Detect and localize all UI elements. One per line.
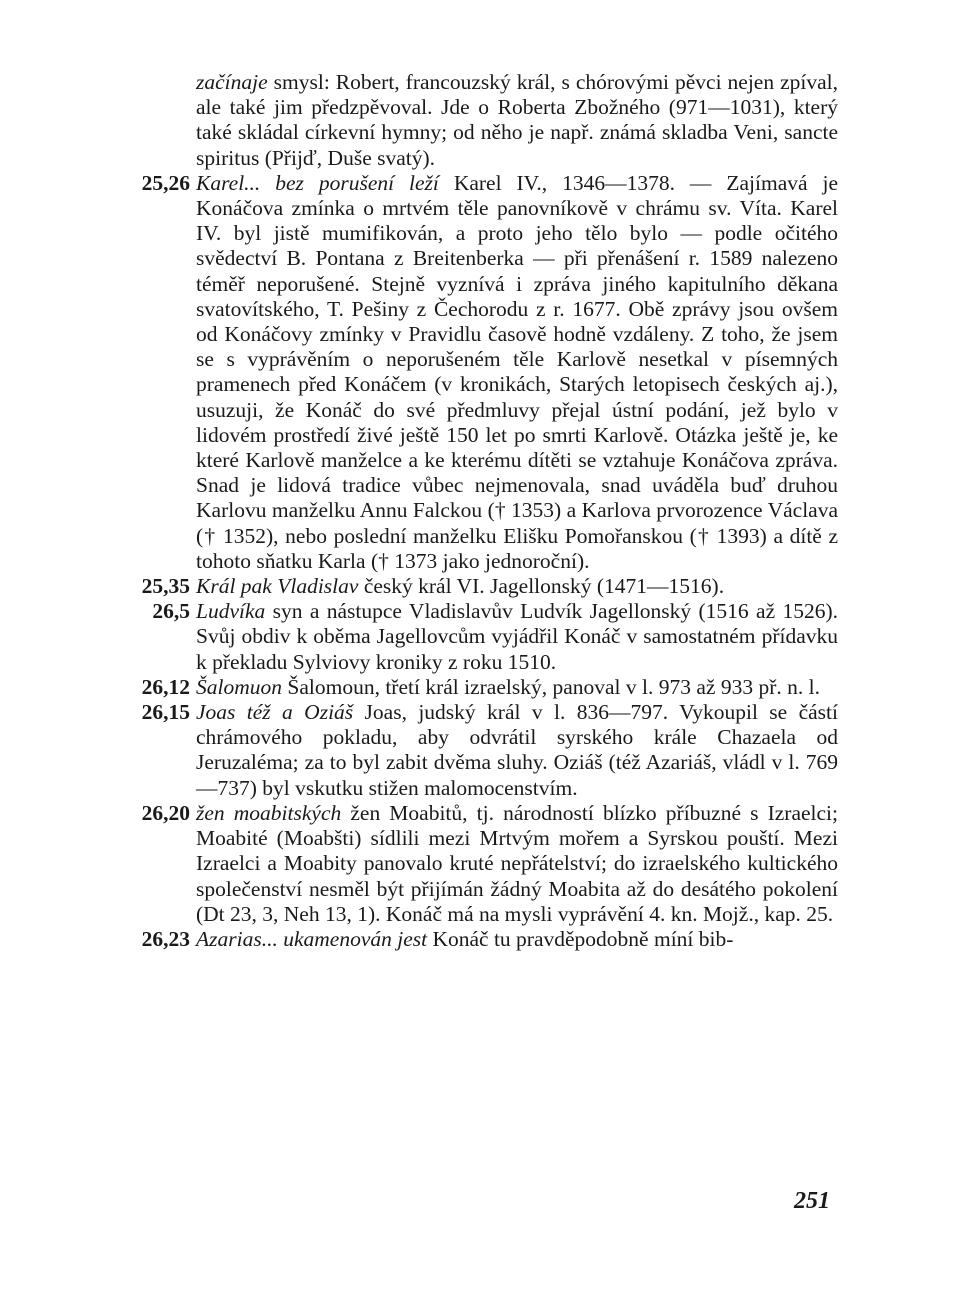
line-reference: 26,20 bbox=[141, 800, 190, 825]
entry-body bbox=[196, 599, 838, 675]
lemma: Ludvíka bbox=[196, 599, 266, 624]
page-number: 251 bbox=[794, 1188, 830, 1214]
entry-text: Konáč tu pravděpodobně míní bib- bbox=[427, 926, 734, 951]
entry-text: žen Moabitů, tj. národností blízko příbuzné s Izraelci; Moabité (Moabšti) sídlili mezi Mrtvým mořem a Syrskou pouští. Mezi Izraelci a Moabity panovalo kruté nepřátelství; do izraelského kultického společenství nesměl být přijímán žádný Moabita až do desátého pokolení (Dt 23, 3, Neh 13, 1). Konáč má na mysli vyprávění 4. kn. Mojž., kap. 25. bbox=[196, 800, 839, 926]
line-reference: 26,5 bbox=[152, 599, 190, 624]
lemma: Joas též a Oziáš bbox=[196, 700, 354, 725]
commentary-entry bbox=[128, 171, 838, 574]
commentary-text bbox=[128, 70, 838, 952]
entry-text: Joas, judský král v l. 836—797. Vykoupil se částí chrámového pokladu, aby odvrátil syrského krále Chazaela od Jeruzaléma; za to byl zabit dvěma sluhy. Oziáš (též Azariáš, vládl v l. 769—737) byl vskutku stižen malomocenstvím. bbox=[196, 700, 838, 800]
entry-body bbox=[196, 801, 838, 927]
lemma: Král pak Vladislav bbox=[196, 574, 359, 599]
lemma: Azarias... ukamenován jest bbox=[196, 926, 428, 951]
entry-body bbox=[196, 700, 838, 801]
entry-text: Šalomoun, třetí král izraelský, panoval v l. 973 až 933 př. n. l. bbox=[282, 674, 820, 699]
commentary-entry bbox=[128, 801, 838, 927]
entry-text: Karel IV., 1346—1378. — Zajímavá je Konáčova zmínka o mrtvém těle panovníkově v chrámu sv. Víta. Karel IV. byl jistě mumifikován, a proto jeho tělo bylo — podle očitého svědectví B. Pontana z Breitenberka — při přenášení r. 1589 nalezeno téměř neporušené. Stejně vyznívá i zpráva jiného kapitulního děkana svatovítského, T. Pešiny z Čechorodu z r. 1677. Obě zprávy jsou ovšem od Konáčovy zmínky v Pravidlu časově hodně vzdáleny. Z toho, že jsem se s vyprávěním o neporušeném těle Karlově nesetkal v písemných pramenech před Konáčem (v kronikách, Starých letopisech českých aj.), usuzuji, že Konáč do své předmluvy přejal ústní podání, jež bylo v lidovém prostředí živé ještě 150 let po smrti Karlově. Otázka ještě je, ke které Karlově manželce a ke kterému dítěti se vztahuje Konáčova zpráva. Snad je lidová tradice vůbec nejmenovala, snad uváděla buď druhou Karlovu manželku Annu Falckou († 1353) a Karlova prvorozence Václava († 1352), nebo poslední manželku Elišku Pomořanskou († 1393) a dítě z tohoto sňatku Karla († 1373 jako jednoroční). bbox=[196, 170, 838, 573]
entry-body bbox=[196, 171, 838, 574]
line-reference: 26,15 bbox=[141, 700, 190, 725]
commentary-entry bbox=[128, 70, 838, 171]
commentary-entry bbox=[128, 574, 838, 599]
lemma: Šalomuon bbox=[196, 674, 282, 699]
lemma: začínaje bbox=[196, 70, 268, 94]
commentary-entry bbox=[128, 927, 838, 952]
commentary-entry bbox=[128, 599, 838, 675]
entry-body bbox=[196, 70, 838, 171]
entry-text: syn a nástupce Vladislavův Ludvík Jagellonský (1516 až 1526). Svůj obdiv k oběma Jagellovcům vyjádřil Konáč v samostatném přídavku k překladu Sylviovy kroniky z roku 1510. bbox=[196, 599, 838, 674]
entry-body bbox=[196, 574, 838, 599]
commentary-entry bbox=[128, 675, 838, 700]
entry-text: český král VI. Jagellonský (1471—1516). bbox=[358, 574, 725, 599]
line-reference: 26,23 bbox=[141, 926, 190, 951]
entry-body bbox=[196, 675, 838, 700]
entry-text: smysl: Robert, francouzský král, s chórovými pěvci nejen zpíval, ale také jim předzpěvoval. Jde o Roberta Zbožného (971—1031), který také skládal církevní hymny; od něho je např. známá skladba Veni, sancte spiritus (Přijď, Duše svatý). bbox=[196, 70, 838, 170]
lemma: Karel... bez porušení leží bbox=[196, 170, 439, 195]
line-reference: 26,12 bbox=[141, 674, 190, 699]
commentary-entry bbox=[128, 700, 838, 801]
line-reference: 25,35 bbox=[141, 574, 190, 599]
lemma: žen moabitských bbox=[196, 800, 342, 825]
line-reference: 25,26 bbox=[141, 170, 190, 195]
entry-body bbox=[196, 927, 838, 952]
